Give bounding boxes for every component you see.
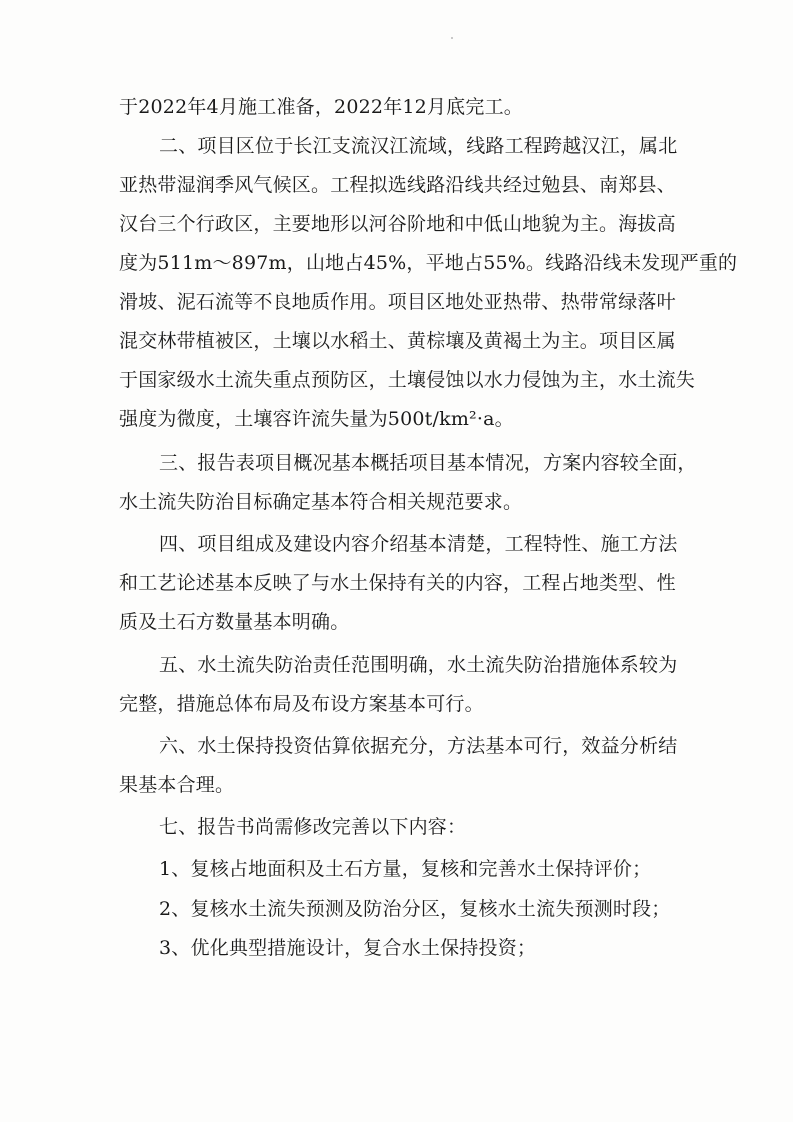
text-line: 四、项目组成及建设内容介绍基本清楚，工程特性、施工方法 xyxy=(159,533,678,555)
text-line: 七、报告书尚需修改完善以下内容： xyxy=(159,816,467,838)
text-line: 三、报告表项目概况基本概括项目基本情况，方案内容较全面， xyxy=(159,452,697,474)
text-line: 汉台三个行政区，主要地形以河谷阶地和中低山地貌为主。海拔高 xyxy=(119,213,676,235)
text-line: 五、水土流失防治责任范围明确，水土流失防治措施体系较为 xyxy=(159,654,678,676)
text-line: 3、优化典型措施设计，复合水土保持投资； xyxy=(159,937,537,959)
text-line: 2、复核水土流失预测及防治分区，复核水土流失预测时段； xyxy=(159,898,671,920)
text-line: 强度为微度，土壤容许流失量为500t/km²·a。 xyxy=(119,408,514,430)
text-line: 果基本合理。 xyxy=(119,774,235,796)
text-line: 1、复核占地面积及土石方量，复核和完善水土保持评价； xyxy=(159,858,652,880)
text-line: 二、项目区位于长江支流汉江流域，线路工程跨越汉江，属北 xyxy=(159,135,678,157)
text-line: 度为511m～897m，山地占45%，平地占55%。线路沿线未发现严重的 xyxy=(119,252,738,274)
text-line: 于2022年4月施工准备，2022年12月底完工。 xyxy=(119,96,523,118)
text-line: 于国家级水土流失重点预防区，土壤侵蚀以水力侵蚀为主，水土流失 xyxy=(119,369,696,391)
text-line: 滑坡、泥石流等不良地质作用。项目区地处亚热带、热带常绿落叶 xyxy=(119,291,676,313)
text-line: 完整，措施总体布局及布设方案基本可行。 xyxy=(119,693,484,715)
text-line: 混交林带植被区，土壤以水稻土、黄棕壤及黄褐土为主。项目区属 xyxy=(119,330,676,352)
text-line: 亚热带湿润季风气候区。工程拟选线路沿线共经过勉县、南郑县、 xyxy=(119,174,676,196)
text-line: 水土流失防治目标确定基本符合相关规范要求。 xyxy=(119,491,523,513)
text-line: 和工艺论述基本反映了与水土保持有关的内容，工程占地类型、性 xyxy=(119,572,676,594)
text-line: 质及土石方数量基本明确。 xyxy=(119,611,350,633)
text-line: 六、水土保持投资估算依据充分，方法基本可行，效益分析结 xyxy=(159,735,678,757)
scan-speck xyxy=(451,37,453,39)
